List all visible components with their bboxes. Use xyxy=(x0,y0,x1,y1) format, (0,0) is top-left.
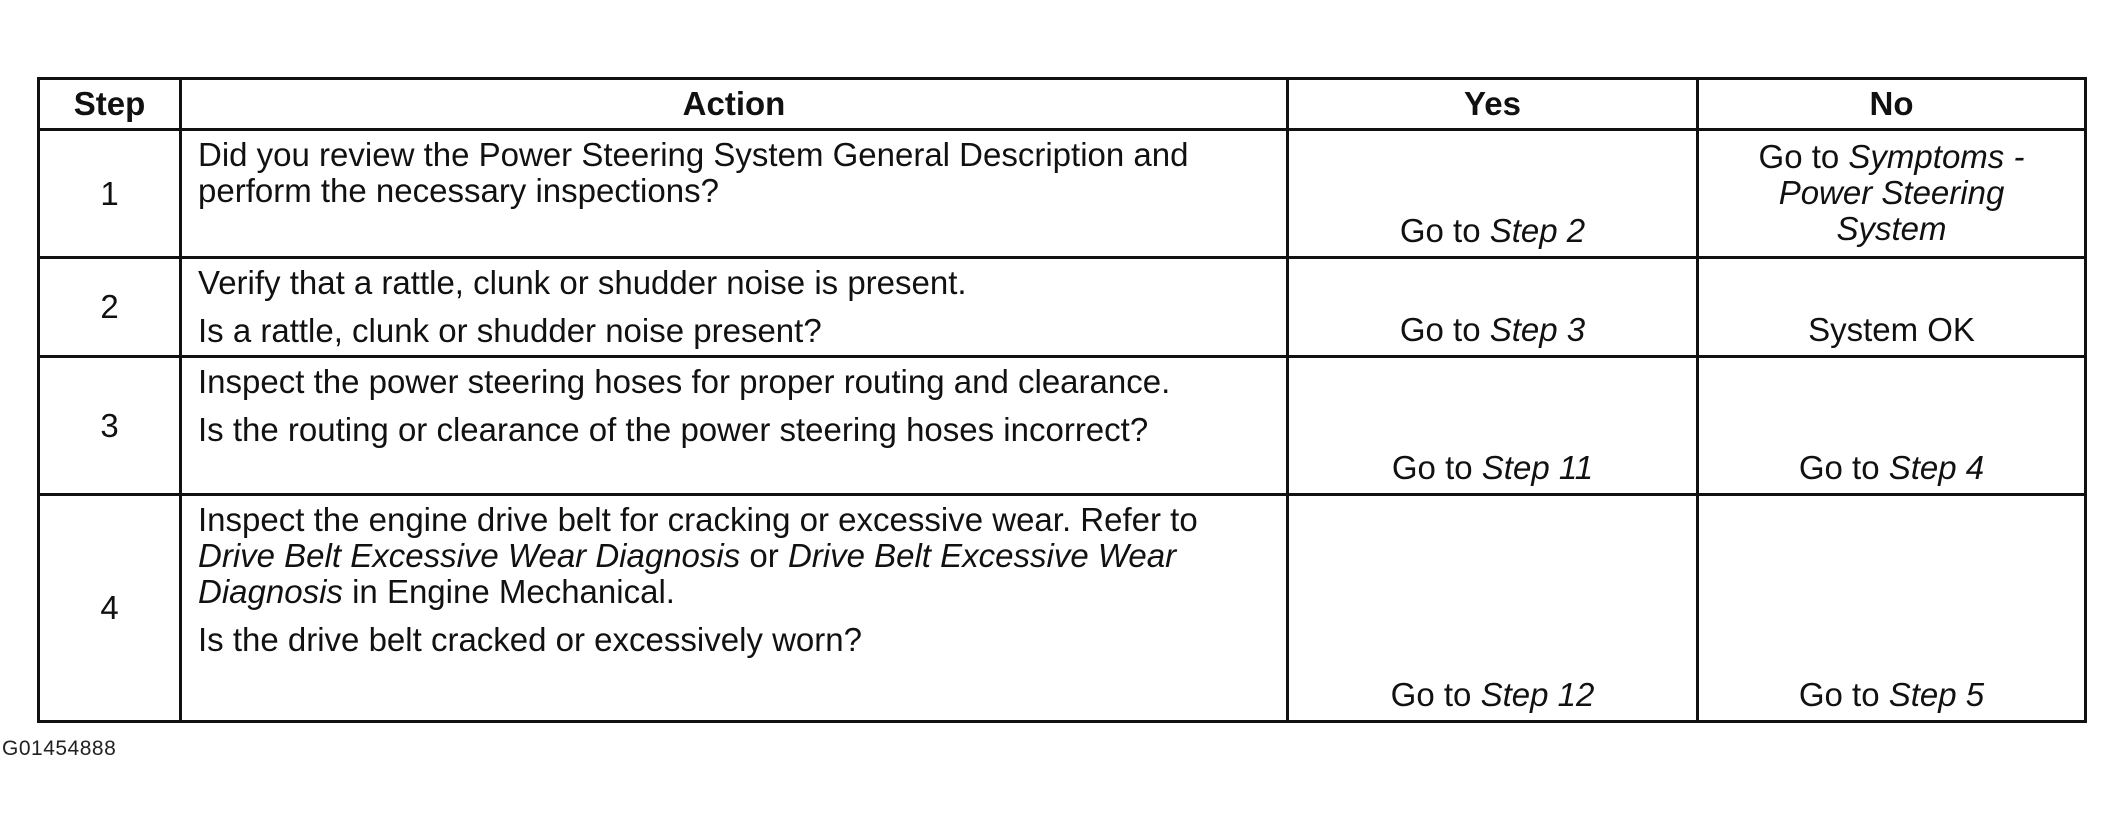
text-run: Is the routing or clearance of the power steering hoses incorrect? xyxy=(198,411,1149,448)
text-run: Is a rattle, clunk or shudder noise present? xyxy=(198,312,822,349)
italic-reference: Step 12 xyxy=(1480,676,1595,713)
diagnostic-table xyxy=(37,77,2087,723)
header-yes: Yes xyxy=(1288,79,1698,130)
figure-id: G01454888 xyxy=(2,737,117,760)
italic-reference: Step 3 xyxy=(1489,311,1586,348)
step-number: 3 xyxy=(39,357,181,495)
cell-paragraph xyxy=(198,364,1276,400)
italic-reference: Drive Belt Excessive Wear Diagnosis xyxy=(198,537,741,574)
cell-paragraph xyxy=(198,313,1276,349)
cell-paragraph xyxy=(1297,450,1688,486)
step-number: 1 xyxy=(39,130,181,258)
table-row-step-2 xyxy=(39,258,2086,357)
no-cell xyxy=(1698,130,2086,258)
header-row xyxy=(39,79,2086,130)
step-number: 2 xyxy=(39,258,181,357)
italic-reference: Drive Belt Excessive Wear Diagnosis xyxy=(198,537,1177,610)
cell-paragraph xyxy=(198,265,1276,301)
cell-paragraph xyxy=(1707,139,2076,175)
text-run: Go to xyxy=(1399,311,1490,348)
text-run: in Engine Mechanical. xyxy=(342,573,675,610)
action-cell xyxy=(181,258,1288,357)
action-cell xyxy=(181,130,1288,258)
yes-cell xyxy=(1288,357,1698,495)
cell-paragraph xyxy=(1297,677,1688,713)
cell-paragraph xyxy=(198,137,1276,209)
text-run: Go to xyxy=(1758,138,1849,175)
cell-paragraph xyxy=(1707,211,2076,247)
italic-reference: Symptoms - xyxy=(1848,138,2025,175)
italic-reference: Power Steering xyxy=(1778,174,2005,211)
text-run: Go to xyxy=(1391,449,1482,486)
text-run: Go to xyxy=(1390,676,1481,713)
text-run: Go to xyxy=(1798,676,1889,713)
table-row-step-4 xyxy=(39,495,2086,722)
yes-cell xyxy=(1288,495,1698,722)
text-run: Did you review the Power Steering System General Description and perform the necessary inspections? xyxy=(198,136,1189,209)
italic-reference: System xyxy=(1836,210,1947,247)
header-action: Action xyxy=(181,79,1288,130)
text-run: System OK xyxy=(1808,311,1975,348)
cell-paragraph xyxy=(1297,312,1688,348)
text-run: Inspect the engine drive belt for cracking or excessive wear. Refer to xyxy=(198,501,1198,538)
table-row-step-1 xyxy=(39,130,2086,258)
action-cell xyxy=(181,495,1288,722)
italic-reference: Step 11 xyxy=(1481,449,1594,486)
cell-paragraph xyxy=(198,622,1276,658)
text-run: Go to xyxy=(1399,212,1490,249)
cell-paragraph xyxy=(1707,450,2076,486)
cell-paragraph xyxy=(1707,175,2076,211)
action-cell xyxy=(181,357,1288,495)
cell-paragraph xyxy=(1297,213,1688,249)
text-run: Verify that a rattle, clunk or shudder noise is present. xyxy=(198,264,967,301)
cell-paragraph xyxy=(198,502,1276,610)
cell-paragraph xyxy=(198,412,1276,448)
text-run: Is the drive belt cracked or excessively worn? xyxy=(198,621,862,658)
no-cell xyxy=(1698,495,2086,722)
no-cell xyxy=(1698,357,2086,495)
cell-paragraph xyxy=(1707,312,2076,348)
header-step: Step xyxy=(39,79,181,130)
yes-cell xyxy=(1288,130,1698,258)
italic-reference: Step 5 xyxy=(1888,676,1985,713)
text-run: Inspect the power steering hoses for proper routing and clearance. xyxy=(198,363,1171,400)
header-no: No xyxy=(1698,79,2086,130)
italic-reference: Step 4 xyxy=(1888,449,1985,486)
table-row-step-3 xyxy=(39,357,2086,495)
text-run: Go to xyxy=(1798,449,1889,486)
step-number: 4 xyxy=(39,495,181,722)
no-cell xyxy=(1698,258,2086,357)
italic-reference: Step 2 xyxy=(1489,212,1586,249)
yes-cell xyxy=(1288,258,1698,357)
cell-paragraph xyxy=(1707,677,2076,713)
text-run: or xyxy=(740,537,788,574)
